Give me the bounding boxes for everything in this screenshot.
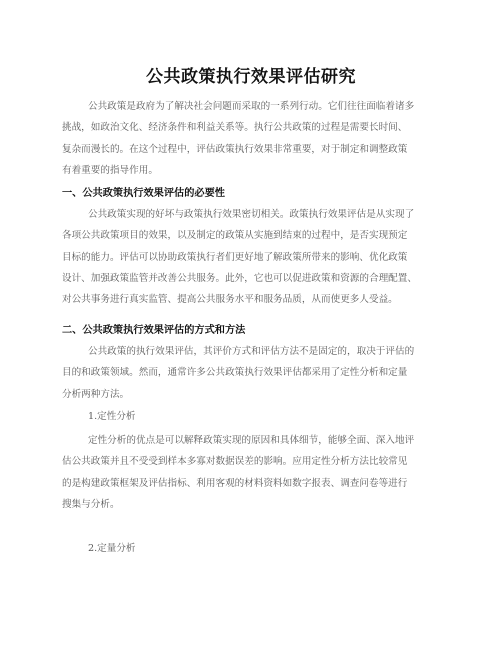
paragraph-line: 的是构建政策框架及评估指标、利用客观的材料资料如数字报表、调查问卷等进行	[62, 477, 408, 489]
paragraph-line: 分析两种方法。	[62, 388, 130, 400]
section1-paragraph	[62, 204, 442, 310]
paragraph-line: 估公共政策并且不受受到样本多寡对数据误差的影响。应用定性分析方法比较常见	[62, 456, 408, 468]
paragraph-line: 各项公共政策项目的效果，以及制定的政策从实施到结束的过程中，是否实现预定	[62, 230, 408, 242]
subsection1-paragraph	[62, 430, 442, 515]
intro-paragraph	[62, 96, 442, 181]
section2-paragraph	[62, 341, 442, 405]
paragraph-line: 对公共事务进行真实监管、提高公共服务水平和服务品质，从而使更多人受益。	[62, 294, 398, 306]
section2-heading: 二、公共政策执行效果评估的方式和方法	[62, 325, 246, 336]
paragraph-line: 有着重要的指导作用。	[62, 164, 158, 176]
document-title: 公共政策执行效果评估研究	[146, 67, 356, 87]
paragraph-line: 公共政策的执行效果评估，其评价方式和评估方法不是固定的，取决于评估的	[88, 346, 415, 357]
paragraph-line: 设计、加强政策监管并改善公共服务。此外，它也可以促进政策和资源的合理配置、	[62, 272, 417, 284]
paragraph-line: 公共政策实现的好坏与政策执行效果密切相关。政策执行效果评估是从实现了	[88, 209, 415, 220]
paragraph-line: 复杂而漫长的。在这个过程中，评估政策执行效果非常重要，对于制定和调整政策	[62, 143, 408, 155]
subsection2-heading: 2.定量分析	[88, 543, 136, 554]
section1-heading: 一、公共政策执行效果评估的必要性	[62, 188, 225, 199]
paragraph-line: 挑战，如政治文化、经济条件和利益关系等。执行公共政策的过程是需要长时间、	[62, 122, 408, 134]
paragraph-line: 搜集与分析。	[62, 498, 120, 510]
paragraph-line: 公共政策是政府为了解决社会问题而采取的一系列行动。它们往往面临着诸多	[88, 101, 415, 112]
paragraph-line: 定性分析的优点是可以解释政策实现的原因和具体细节，能够全面、深入地评	[88, 435, 415, 446]
subsection1-heading: 1.定性分析	[88, 411, 136, 422]
paragraph-line: 目的和政策领域。然而，通常许多公共政策执行效果评估都采用了定性分析和定量	[62, 367, 408, 379]
paragraph-line: 目标的能力。评估可以协助政策执行者们更好地了解政策所带来的影响、优化政策	[62, 251, 408, 263]
